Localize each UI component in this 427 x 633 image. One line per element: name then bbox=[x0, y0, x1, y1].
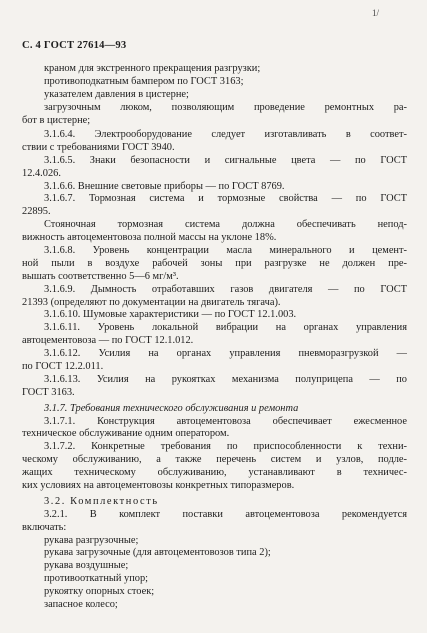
document-body bbox=[22, 63, 407, 612]
text-line: бот в цистерне; bbox=[22, 114, 91, 126]
text-line: 3.1.6.5. Знаки безопасности и сигнальные цвета — по ГОСТ bbox=[44, 154, 407, 166]
text-line: рукоятку опорных стоек; bbox=[44, 586, 155, 598]
text-line: вижность автоцементовоза полной массы на уклоне 18%. bbox=[22, 232, 277, 244]
text-line: 3.1.6.6. Внешние световые приборы — по ГОСТ 8769. bbox=[44, 180, 285, 192]
text-line: 3.1.6.7. Тормозная система и тормозные свойства — по ГОСТ bbox=[44, 193, 407, 205]
page-header: С. 4 ГОСТ 27614—93 bbox=[22, 40, 127, 51]
text-line: загрузочным люком, позволяющим проведение ремонтных ра- bbox=[44, 101, 407, 113]
text-line: ствии с требованиями ГОСТ 3940. bbox=[22, 141, 175, 153]
text-line: Стояночная тормозная система должна обеспечивать непод- bbox=[44, 219, 407, 231]
text-line: 3.1.6.9. Дымность отработавших газов двигателя — по ГОСТ bbox=[44, 283, 407, 295]
text-line: 3.1.6.8. Уровень концентрации масла минерального и цемент- bbox=[44, 244, 407, 256]
text-line: жащих техническому обслуживанию, устанавливают в техничес- bbox=[22, 467, 407, 479]
text-line: рукава загрузочные (для автоцементовозов типа 2); bbox=[44, 547, 271, 559]
text-line: 22895. bbox=[22, 206, 51, 218]
text-line: включать: bbox=[22, 521, 67, 533]
text-line: запасное колесо; bbox=[44, 599, 118, 611]
corner-mark: 1/ bbox=[372, 8, 380, 18]
text-line: 21393 (определяют по документации на двигатель тягача). bbox=[22, 296, 281, 308]
text-line: ГОСТ 3163. bbox=[22, 386, 75, 398]
text-line: краном для экстренного прекращения разгрузки; bbox=[44, 63, 261, 74]
text-line: 3.2.1. В комплект поставки автоцементовоза рекомендуется bbox=[44, 508, 407, 520]
text-line: рукава воздушные; bbox=[44, 560, 129, 572]
text-line: ких условиях на автоцементовозы конкретных типоразмеров. bbox=[22, 480, 295, 491]
text-line: ческому обслуживанию, а также перечень систем и узлов, подле- bbox=[22, 454, 407, 466]
text-line: техническое обслуживание одним оператором. bbox=[22, 428, 230, 440]
text-line: рукава разгрузочные; bbox=[44, 534, 139, 546]
text-line: противоподкатным бампером по ГОСТ 3163; bbox=[44, 75, 244, 87]
text-line: по ГОСТ 12.2.011. bbox=[22, 360, 104, 372]
text-line: 3.1.7.1. Конструкция автоцементовоза обеспечивает ежесменное bbox=[44, 415, 407, 427]
text-line: автоцементовоза — по ГОСТ 12.1.012. bbox=[22, 335, 194, 347]
text-line: 12.4.026. bbox=[22, 167, 61, 179]
text-line: 3.1.6.12. Усилия на органах управления пневморазгрузкой — bbox=[44, 348, 407, 360]
text-line: 3.1.7.2. Конкретные требования по приспособленности к техни- bbox=[44, 441, 407, 453]
text-line: 3.1.6.10. Шумовые характеристики — по ГОСТ 12.1.003. bbox=[44, 309, 297, 321]
text-line: ной пыли в воздухе рабочей зоны при разгрузке не должен пре- bbox=[22, 257, 407, 269]
text-line: 3.1.6.4. Электрооборудование следует изготавливать в соответ- bbox=[44, 128, 407, 140]
text-line: вышать соответственно 5—6 мг/м³. bbox=[22, 270, 179, 282]
text-line: указателем давления в цистерне; bbox=[44, 88, 189, 100]
text-line: 3.1.6.13. Усилия на рукоятках механизма полуприцепа — по bbox=[44, 373, 407, 385]
text-line: 3.1.6.11. Уровень локальной вибрации на органах управления bbox=[44, 322, 407, 334]
text-line: 3.1.7. Требования технического обслуживания и ремонта bbox=[44, 402, 299, 414]
text-line: противооткатный упор; bbox=[44, 573, 149, 585]
text-line: 3.2. Комплектность bbox=[44, 495, 159, 507]
